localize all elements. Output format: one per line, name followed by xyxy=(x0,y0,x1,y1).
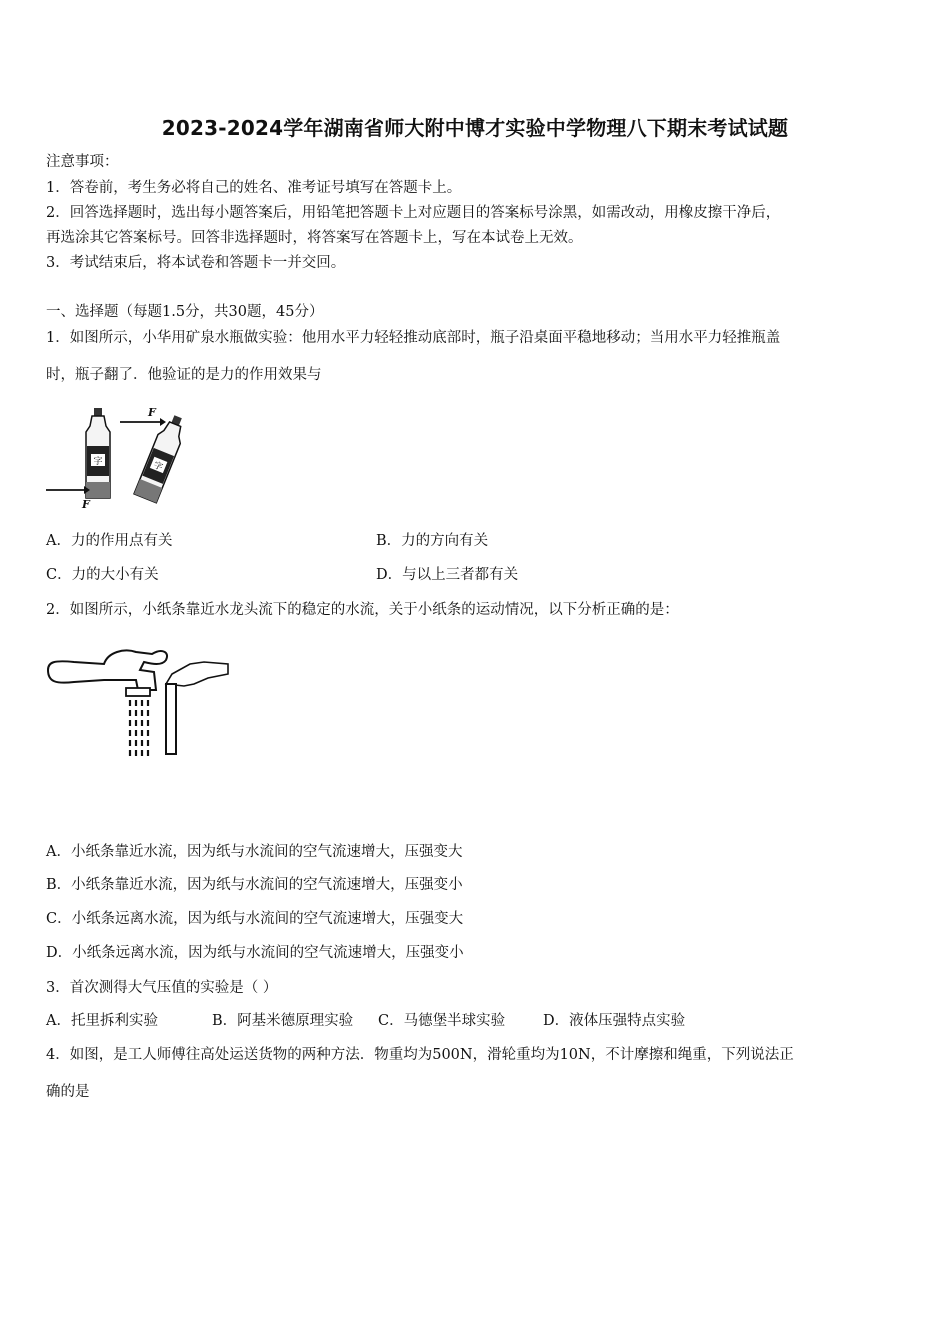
q1-stem-a: 1．如图所示，小华用矿泉水瓶做实验：他用水平力轻轻推动底部时，瓶子沿桌面平稳地移动；当用水平力轻推瓶盖 xyxy=(46,330,781,346)
q2-option-d: D．小纸条远离水流，因为纸与水流间的空气流速增大，压强变小 xyxy=(46,945,464,961)
q4-stem-a: 4．如图，是工人师傅往高处运送货物的两种方法．物重均为500N，滑轮重均为10N，不计摩擦和绳重，下列说法正 xyxy=(46,1047,794,1063)
svg-text:字: 字 xyxy=(151,460,164,474)
q1-bottle-figure xyxy=(44,402,194,512)
q3-option-b: B．阿基米德原理实验 xyxy=(212,1013,354,1029)
q2-faucet-figure xyxy=(44,640,234,765)
section-heading: 一、选择题（每题1.5分，共30题，45分） xyxy=(46,304,324,320)
q1-force-label-bottom: F xyxy=(82,498,90,511)
water-stream xyxy=(130,700,148,756)
svg-text:字: 字 xyxy=(93,457,103,467)
q2-option-c: C．小纸条远离水流，因为纸与水流间的空气流速增大，压强变大 xyxy=(46,911,464,927)
q1-option-a: A．力的作用点有关 xyxy=(46,533,173,549)
q1-option-c: C．力的大小有关 xyxy=(46,567,159,583)
q3-stem: 3．首次测得大气压值的实验是（ ） xyxy=(46,980,278,996)
q2-stem: 2．如图所示，小纸条靠近水龙头流下的稳定的水流，关于小纸条的运动情况，以下分析正确的是： xyxy=(46,602,679,618)
hand xyxy=(166,662,228,686)
q1-stem-b: 时，瓶子翻了．他验证的是力的作用效果与 xyxy=(46,367,322,383)
q4-stem-b: 确的是 xyxy=(46,1084,90,1100)
notice-item-3: 3．考试结束后，将本试卷和答题卡一并交回。 xyxy=(46,255,346,271)
q3-option-d: D．液体压强特点实验 xyxy=(543,1013,686,1029)
page-title: 2023-2024学年湖南省师大附中博才实验中学物理八下期末考试试题 xyxy=(161,116,789,140)
q1-force-label-top: F xyxy=(148,406,156,419)
tilted-bottle xyxy=(134,412,189,503)
upright-bottle xyxy=(86,408,110,498)
notice-item-2a: 2．回答选择题时，选出每小题答案后，用铅笔把答题卡上对应题目的答案标号涂黑，如需改动，用橡皮擦干净后， xyxy=(46,205,781,221)
q2-option-a: A．小纸条靠近水流，因为纸与水流间的空气流速增大，压强变大 xyxy=(46,844,463,860)
q1-option-b: B．力的方向有关 xyxy=(376,533,489,549)
q3-option-a: A．托里拆利实验 xyxy=(46,1013,158,1029)
notice-item-2b: 再选涂其它答案标号。回答非选择题时，将答案写在答题卡上，写在本试卷上无效。 xyxy=(46,230,583,246)
paper-strip xyxy=(166,684,176,754)
q1-option-d: D．与以上三者都有关 xyxy=(376,567,519,583)
q2-option-b: B．小纸条靠近水流，因为纸与水流间的空气流速增大，压强变小 xyxy=(46,877,463,893)
notice-heading: 注意事项： xyxy=(46,154,119,170)
notice-item-1: 1．答卷前，考生务必将自己的姓名、准考证号填写在答题卡上。 xyxy=(46,180,462,196)
q3-option-c: C．马德堡半球实验 xyxy=(378,1013,506,1029)
